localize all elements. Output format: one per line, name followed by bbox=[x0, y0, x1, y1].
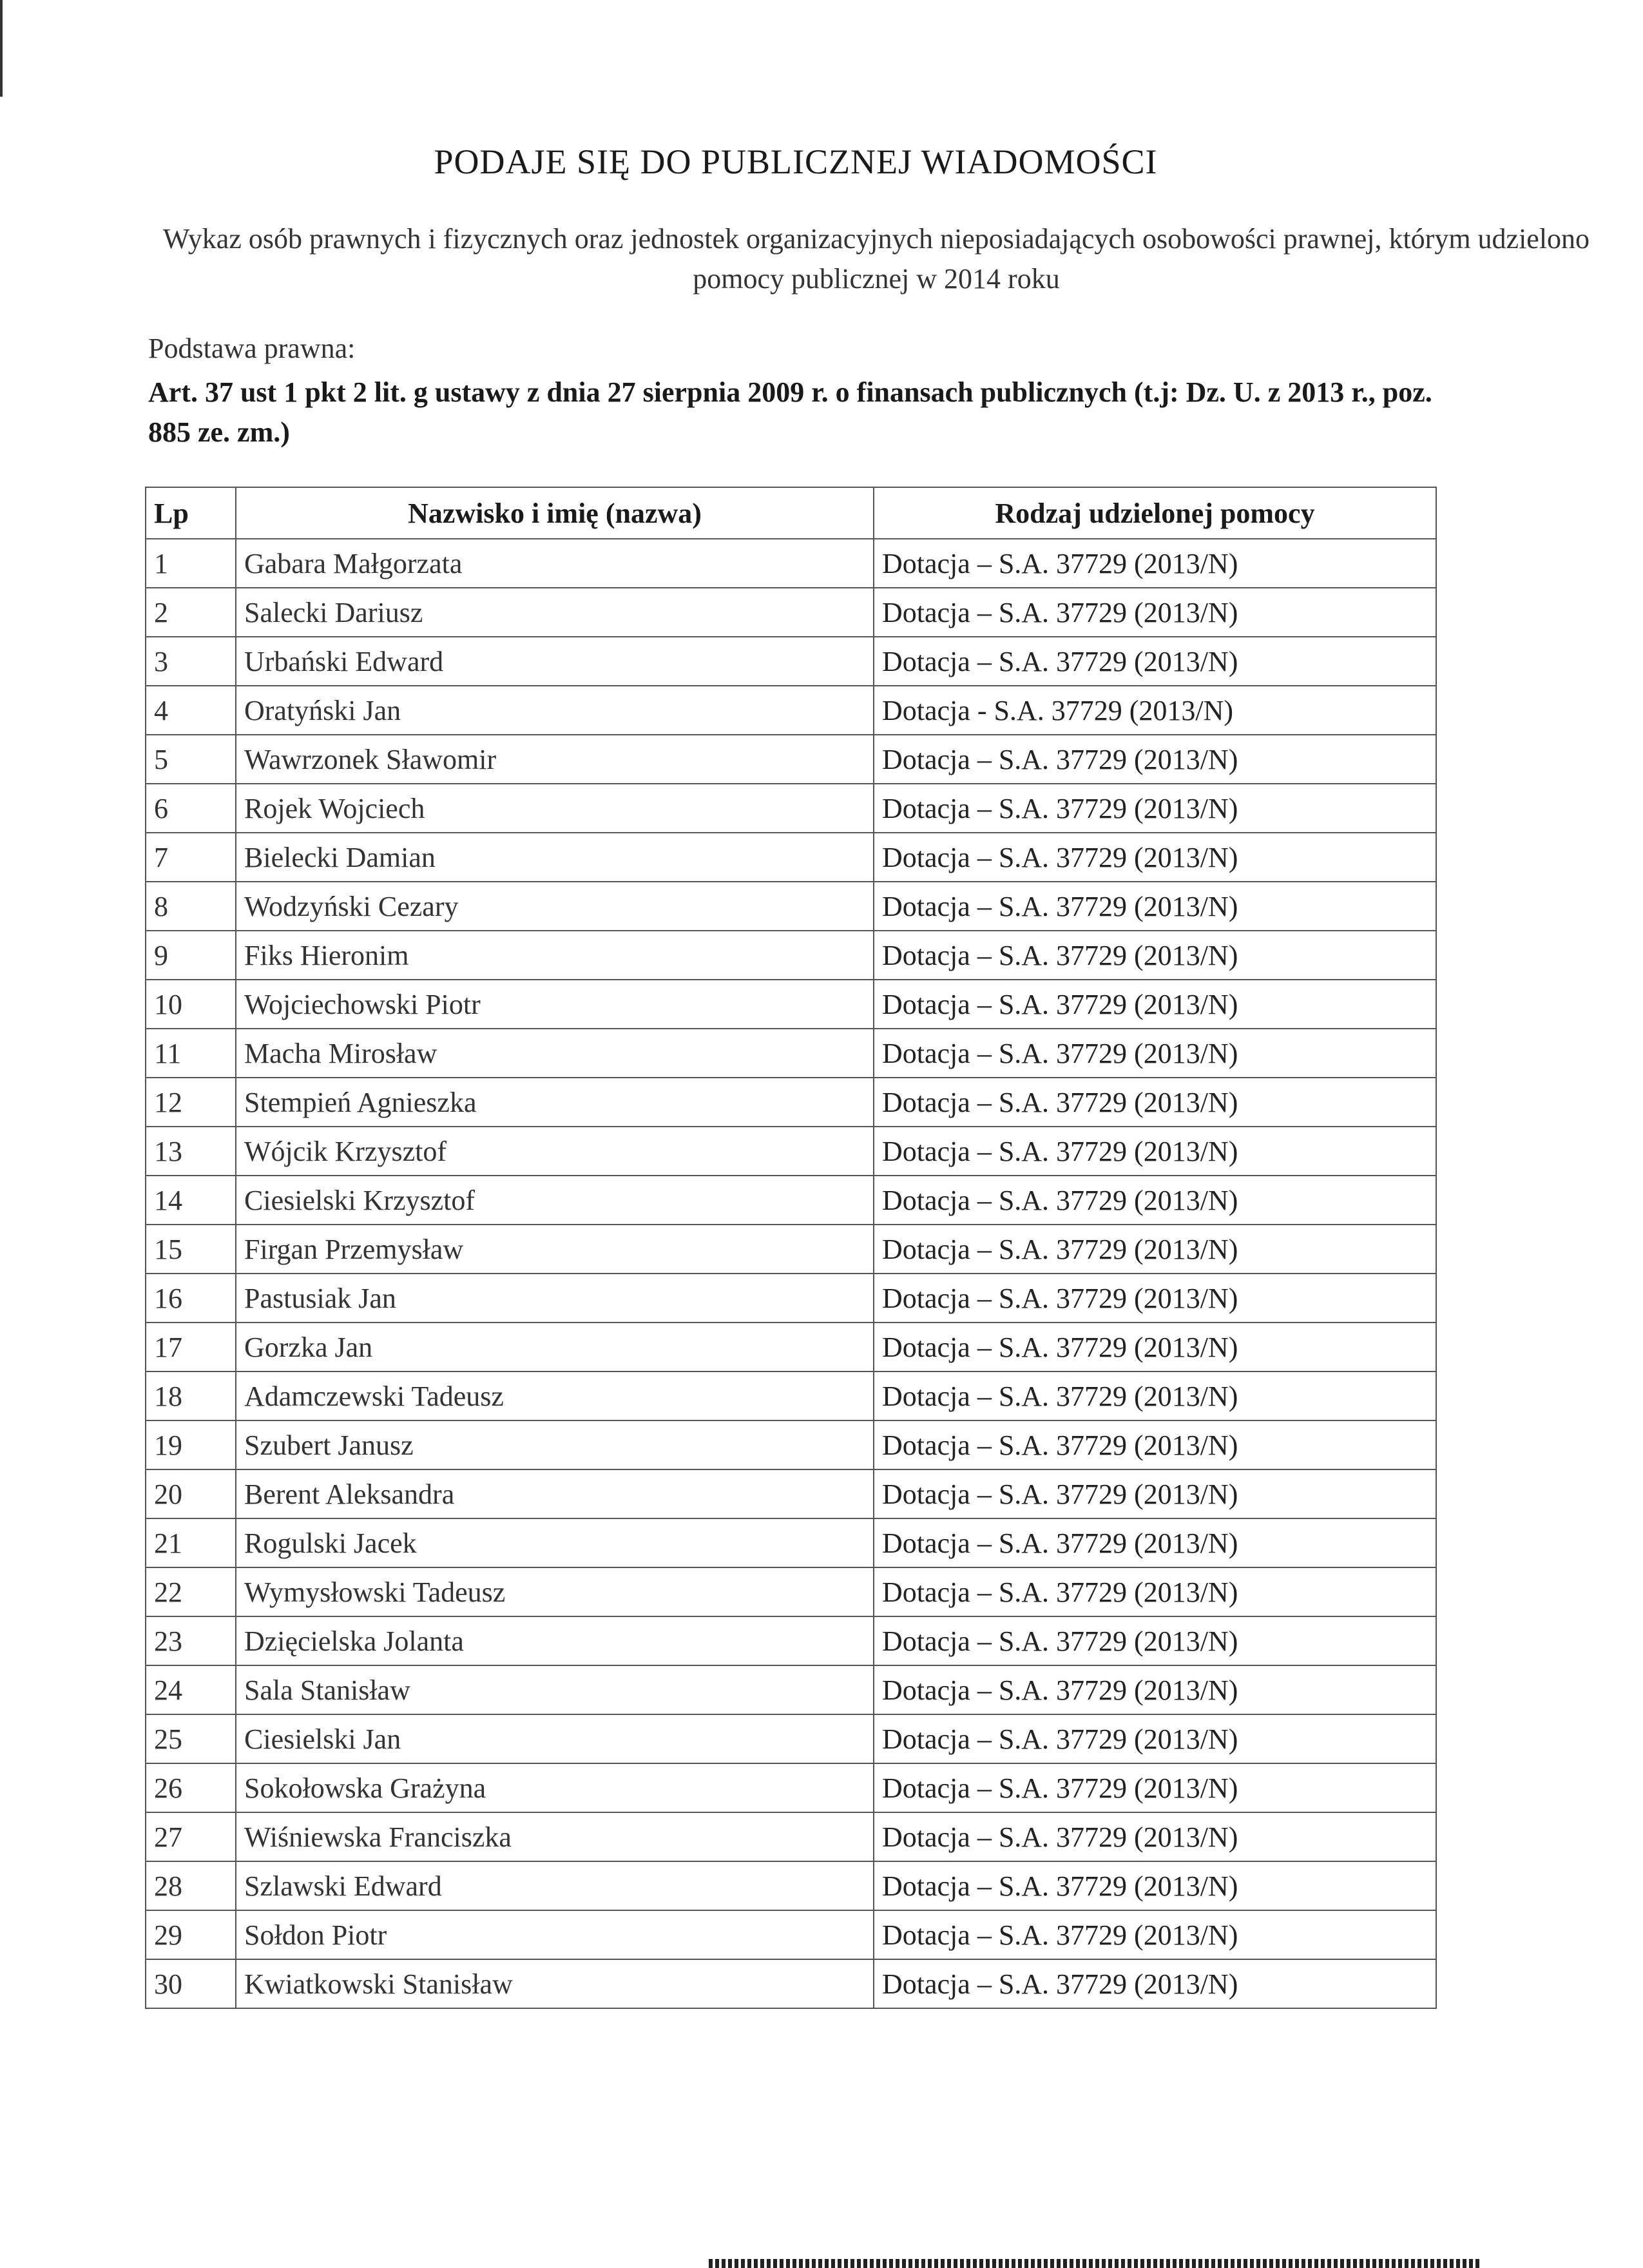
row-number: 4 bbox=[146, 686, 236, 735]
row-name: Pastusiak Jan bbox=[236, 1274, 874, 1323]
table-row bbox=[146, 1812, 1436, 1861]
row-number: 13 bbox=[146, 1127, 236, 1176]
table-row bbox=[146, 1959, 1436, 2008]
row-aid-type: Dotacja – S.A. 37729 (2013/N) bbox=[874, 1812, 1436, 1861]
table-row bbox=[146, 1861, 1436, 1910]
public-aid-table bbox=[145, 487, 1437, 2009]
row-aid-type: Dotacja – S.A. 37729 (2013/N) bbox=[874, 833, 1436, 882]
row-aid-type: Dotacja – S.A. 37729 (2013/N) bbox=[874, 1078, 1436, 1127]
row-number: 5 bbox=[146, 735, 236, 784]
row-number: 12 bbox=[146, 1078, 236, 1127]
row-number: 3 bbox=[146, 637, 236, 686]
row-number: 15 bbox=[146, 1225, 236, 1274]
table-row bbox=[146, 1567, 1436, 1616]
table-row bbox=[146, 1029, 1436, 1078]
row-name: Wiśniewska Franciszka bbox=[236, 1812, 874, 1861]
row-number: 19 bbox=[146, 1420, 236, 1469]
table-row bbox=[146, 784, 1436, 833]
row-name: Sala Stanisław bbox=[236, 1665, 874, 1714]
row-number: 10 bbox=[146, 980, 236, 1029]
row-name: Sokołowska Grażyna bbox=[236, 1763, 874, 1812]
row-number: 28 bbox=[146, 1861, 236, 1910]
legal-basis-label: Podstawa prawna: bbox=[148, 333, 356, 364]
scan-edge-mark bbox=[0, 0, 3, 97]
row-aid-type: Dotacja – S.A. 37729 (2013/N) bbox=[874, 980, 1436, 1029]
row-number: 1 bbox=[146, 539, 236, 588]
row-aid-type: Dotacja – S.A. 37729 (2013/N) bbox=[874, 1616, 1436, 1665]
row-name: Rojek Wojciech bbox=[236, 784, 874, 833]
row-aid-type: Dotacja – S.A. 37729 (2013/N) bbox=[874, 1323, 1436, 1371]
row-aid-type: Dotacja – S.A. 37729 (2013/N) bbox=[874, 1176, 1436, 1225]
header-name: Nazwisko i imię (nazwa) bbox=[236, 487, 874, 539]
row-number: 20 bbox=[146, 1469, 236, 1518]
row-name: Sołdon Piotr bbox=[236, 1910, 874, 1959]
row-name: Kwiatkowski Stanisław bbox=[236, 1959, 874, 2008]
table-row bbox=[146, 1127, 1436, 1176]
row-aid-type: Dotacja – S.A. 37729 (2013/N) bbox=[874, 1518, 1436, 1567]
page-title: PODAJE SIĘ DO PUBLICZNEJ WIADOMOŚCI bbox=[434, 142, 1158, 181]
row-name: Szlawski Edward bbox=[236, 1861, 874, 1910]
row-aid-type: Dotacja – S.A. 37729 (2013/N) bbox=[874, 1420, 1436, 1469]
row-number: 18 bbox=[146, 1371, 236, 1420]
row-number: 8 bbox=[146, 882, 236, 931]
row-aid-type: Dotacja – S.A. 37729 (2013/N) bbox=[874, 1714, 1436, 1763]
row-name: Gabara Małgorzata bbox=[236, 539, 874, 588]
row-name: Macha Mirosław bbox=[236, 1029, 874, 1078]
row-number: 26 bbox=[146, 1763, 236, 1812]
row-name: Berent Aleksandra bbox=[236, 1469, 874, 1518]
row-number: 14 bbox=[146, 1176, 236, 1225]
table-row bbox=[146, 1371, 1436, 1420]
row-number: 9 bbox=[146, 931, 236, 980]
row-aid-type: Dotacja – S.A. 37729 (2013/N) bbox=[874, 1029, 1436, 1078]
table-row bbox=[146, 637, 1436, 686]
row-number: 6 bbox=[146, 784, 236, 833]
row-name: Wawrzonek Sławomir bbox=[236, 735, 874, 784]
row-aid-type: Dotacja – S.A. 37729 (2013/N) bbox=[874, 1225, 1436, 1274]
row-name: Dzięcielska Jolanta bbox=[236, 1616, 874, 1665]
row-number: 7 bbox=[146, 833, 236, 882]
row-number: 25 bbox=[146, 1714, 236, 1763]
row-name: Ciesielski Jan bbox=[236, 1714, 874, 1763]
table-row bbox=[146, 539, 1436, 588]
table-row bbox=[146, 588, 1436, 637]
table-row bbox=[146, 1078, 1436, 1127]
table-row bbox=[146, 882, 1436, 931]
row-name: Szubert Janusz bbox=[236, 1420, 874, 1469]
row-aid-type: Dotacja – S.A. 37729 (2013/N) bbox=[874, 735, 1436, 784]
row-name: Fiks Hieronim bbox=[236, 931, 874, 980]
row-aid-type: Dotacja – S.A. 37729 (2013/N) bbox=[874, 539, 1436, 588]
table-row bbox=[146, 1469, 1436, 1518]
header-aid-type: Rodzaj udzielonej pomocy bbox=[874, 487, 1436, 539]
row-name: Rogulski Jacek bbox=[236, 1518, 874, 1567]
row-aid-type: Dotacja – S.A. 37729 (2013/N) bbox=[874, 882, 1436, 931]
scan-bottom-strip bbox=[709, 2259, 1482, 2268]
header-lp: Lp bbox=[146, 487, 236, 539]
row-name: Urbański Edward bbox=[236, 637, 874, 686]
row-name: Firgan Przemysław bbox=[236, 1225, 874, 1274]
table-row bbox=[146, 1323, 1436, 1371]
table-row bbox=[146, 1225, 1436, 1274]
row-number: 23 bbox=[146, 1616, 236, 1665]
table-row bbox=[146, 931, 1436, 980]
row-number: 27 bbox=[146, 1812, 236, 1861]
row-name: Gorzka Jan bbox=[236, 1323, 874, 1371]
row-aid-type: Dotacja – S.A. 37729 (2013/N) bbox=[874, 931, 1436, 980]
table-row bbox=[146, 1274, 1436, 1323]
table-row bbox=[146, 1665, 1436, 1714]
table-row bbox=[146, 1176, 1436, 1225]
row-name: Wymysłowski Tadeusz bbox=[236, 1567, 874, 1616]
row-name: Bielecki Damian bbox=[236, 833, 874, 882]
row-number: 2 bbox=[146, 588, 236, 637]
row-name: Wójcik Krzysztof bbox=[236, 1127, 874, 1176]
row-aid-type: Dotacja – S.A. 37729 (2013/N) bbox=[874, 1274, 1436, 1323]
row-number: 30 bbox=[146, 1959, 236, 2008]
table-body bbox=[146, 539, 1436, 2008]
row-name: Wojciechowski Piotr bbox=[236, 980, 874, 1029]
document-subtitle: Wykaz osób prawnych i fizycznych oraz jednostek organizacyjnych nieposiadających osobowości prawnej, którym udzielono pomocy publicznej w 2014 roku bbox=[162, 223, 1590, 295]
row-name: Adamczewski Tadeusz bbox=[236, 1371, 874, 1420]
row-aid-type: Dotacja – S.A. 37729 (2013/N) bbox=[874, 637, 1436, 686]
row-number: 11 bbox=[146, 1029, 236, 1078]
row-name: Oratyński Jan bbox=[236, 686, 874, 735]
row-aid-type: Dotacja – S.A. 37729 (2013/N) bbox=[874, 784, 1436, 833]
row-number: 21 bbox=[146, 1518, 236, 1567]
table-row bbox=[146, 980, 1436, 1029]
row-number: 17 bbox=[146, 1323, 236, 1371]
row-aid-type: Dotacja – S.A. 37729 (2013/N) bbox=[874, 588, 1436, 637]
row-name: Ciesielski Krzysztof bbox=[236, 1176, 874, 1225]
row-number: 16 bbox=[146, 1274, 236, 1323]
row-name: Stempień Agnieszka bbox=[236, 1078, 874, 1127]
row-aid-type: Dotacja – S.A. 37729 (2013/N) bbox=[874, 1127, 1436, 1176]
table-header-row bbox=[146, 487, 1436, 539]
row-aid-type: Dotacja – S.A. 37729 (2013/N) bbox=[874, 1665, 1436, 1714]
row-aid-type: Dotacja – S.A. 37729 (2013/N) bbox=[874, 1959, 1436, 2008]
table-row bbox=[146, 1616, 1436, 1665]
row-aid-type: Dotacja – S.A. 37729 (2013/N) bbox=[874, 1469, 1436, 1518]
table-row bbox=[146, 735, 1436, 784]
row-aid-type: Dotacja – S.A. 37729 (2013/N) bbox=[874, 1910, 1436, 1959]
table-row bbox=[146, 1910, 1436, 1959]
legal-basis-text: Art. 37 ust 1 pkt 2 lit. g ustawy z dnia 27 sierpnia 2009 r. o finansach publicznych (t.j: Dz. U. z 2013 r., poz. 885 ze. zm.) bbox=[148, 376, 1432, 448]
row-aid-type: Dotacja – S.A. 37729 (2013/N) bbox=[874, 1763, 1436, 1812]
table-row bbox=[146, 1420, 1436, 1469]
row-number: 22 bbox=[146, 1567, 236, 1616]
table-row bbox=[146, 1714, 1436, 1763]
row-aid-type: Dotacja – S.A. 37729 (2013/N) bbox=[874, 1861, 1436, 1910]
table-row bbox=[146, 1518, 1436, 1567]
row-aid-type: Dotacja - S.A. 37729 (2013/N) bbox=[874, 686, 1436, 735]
row-aid-type: Dotacja – S.A. 37729 (2013/N) bbox=[874, 1371, 1436, 1420]
row-name: Wodzyński Cezary bbox=[236, 882, 874, 931]
table-row bbox=[146, 833, 1436, 882]
row-number: 29 bbox=[146, 1910, 236, 1959]
table-row bbox=[146, 686, 1436, 735]
table-row bbox=[146, 1763, 1436, 1812]
row-name: Salecki Dariusz bbox=[236, 588, 874, 637]
row-number: 24 bbox=[146, 1665, 236, 1714]
row-aid-type: Dotacja – S.A. 37729 (2013/N) bbox=[874, 1567, 1436, 1616]
